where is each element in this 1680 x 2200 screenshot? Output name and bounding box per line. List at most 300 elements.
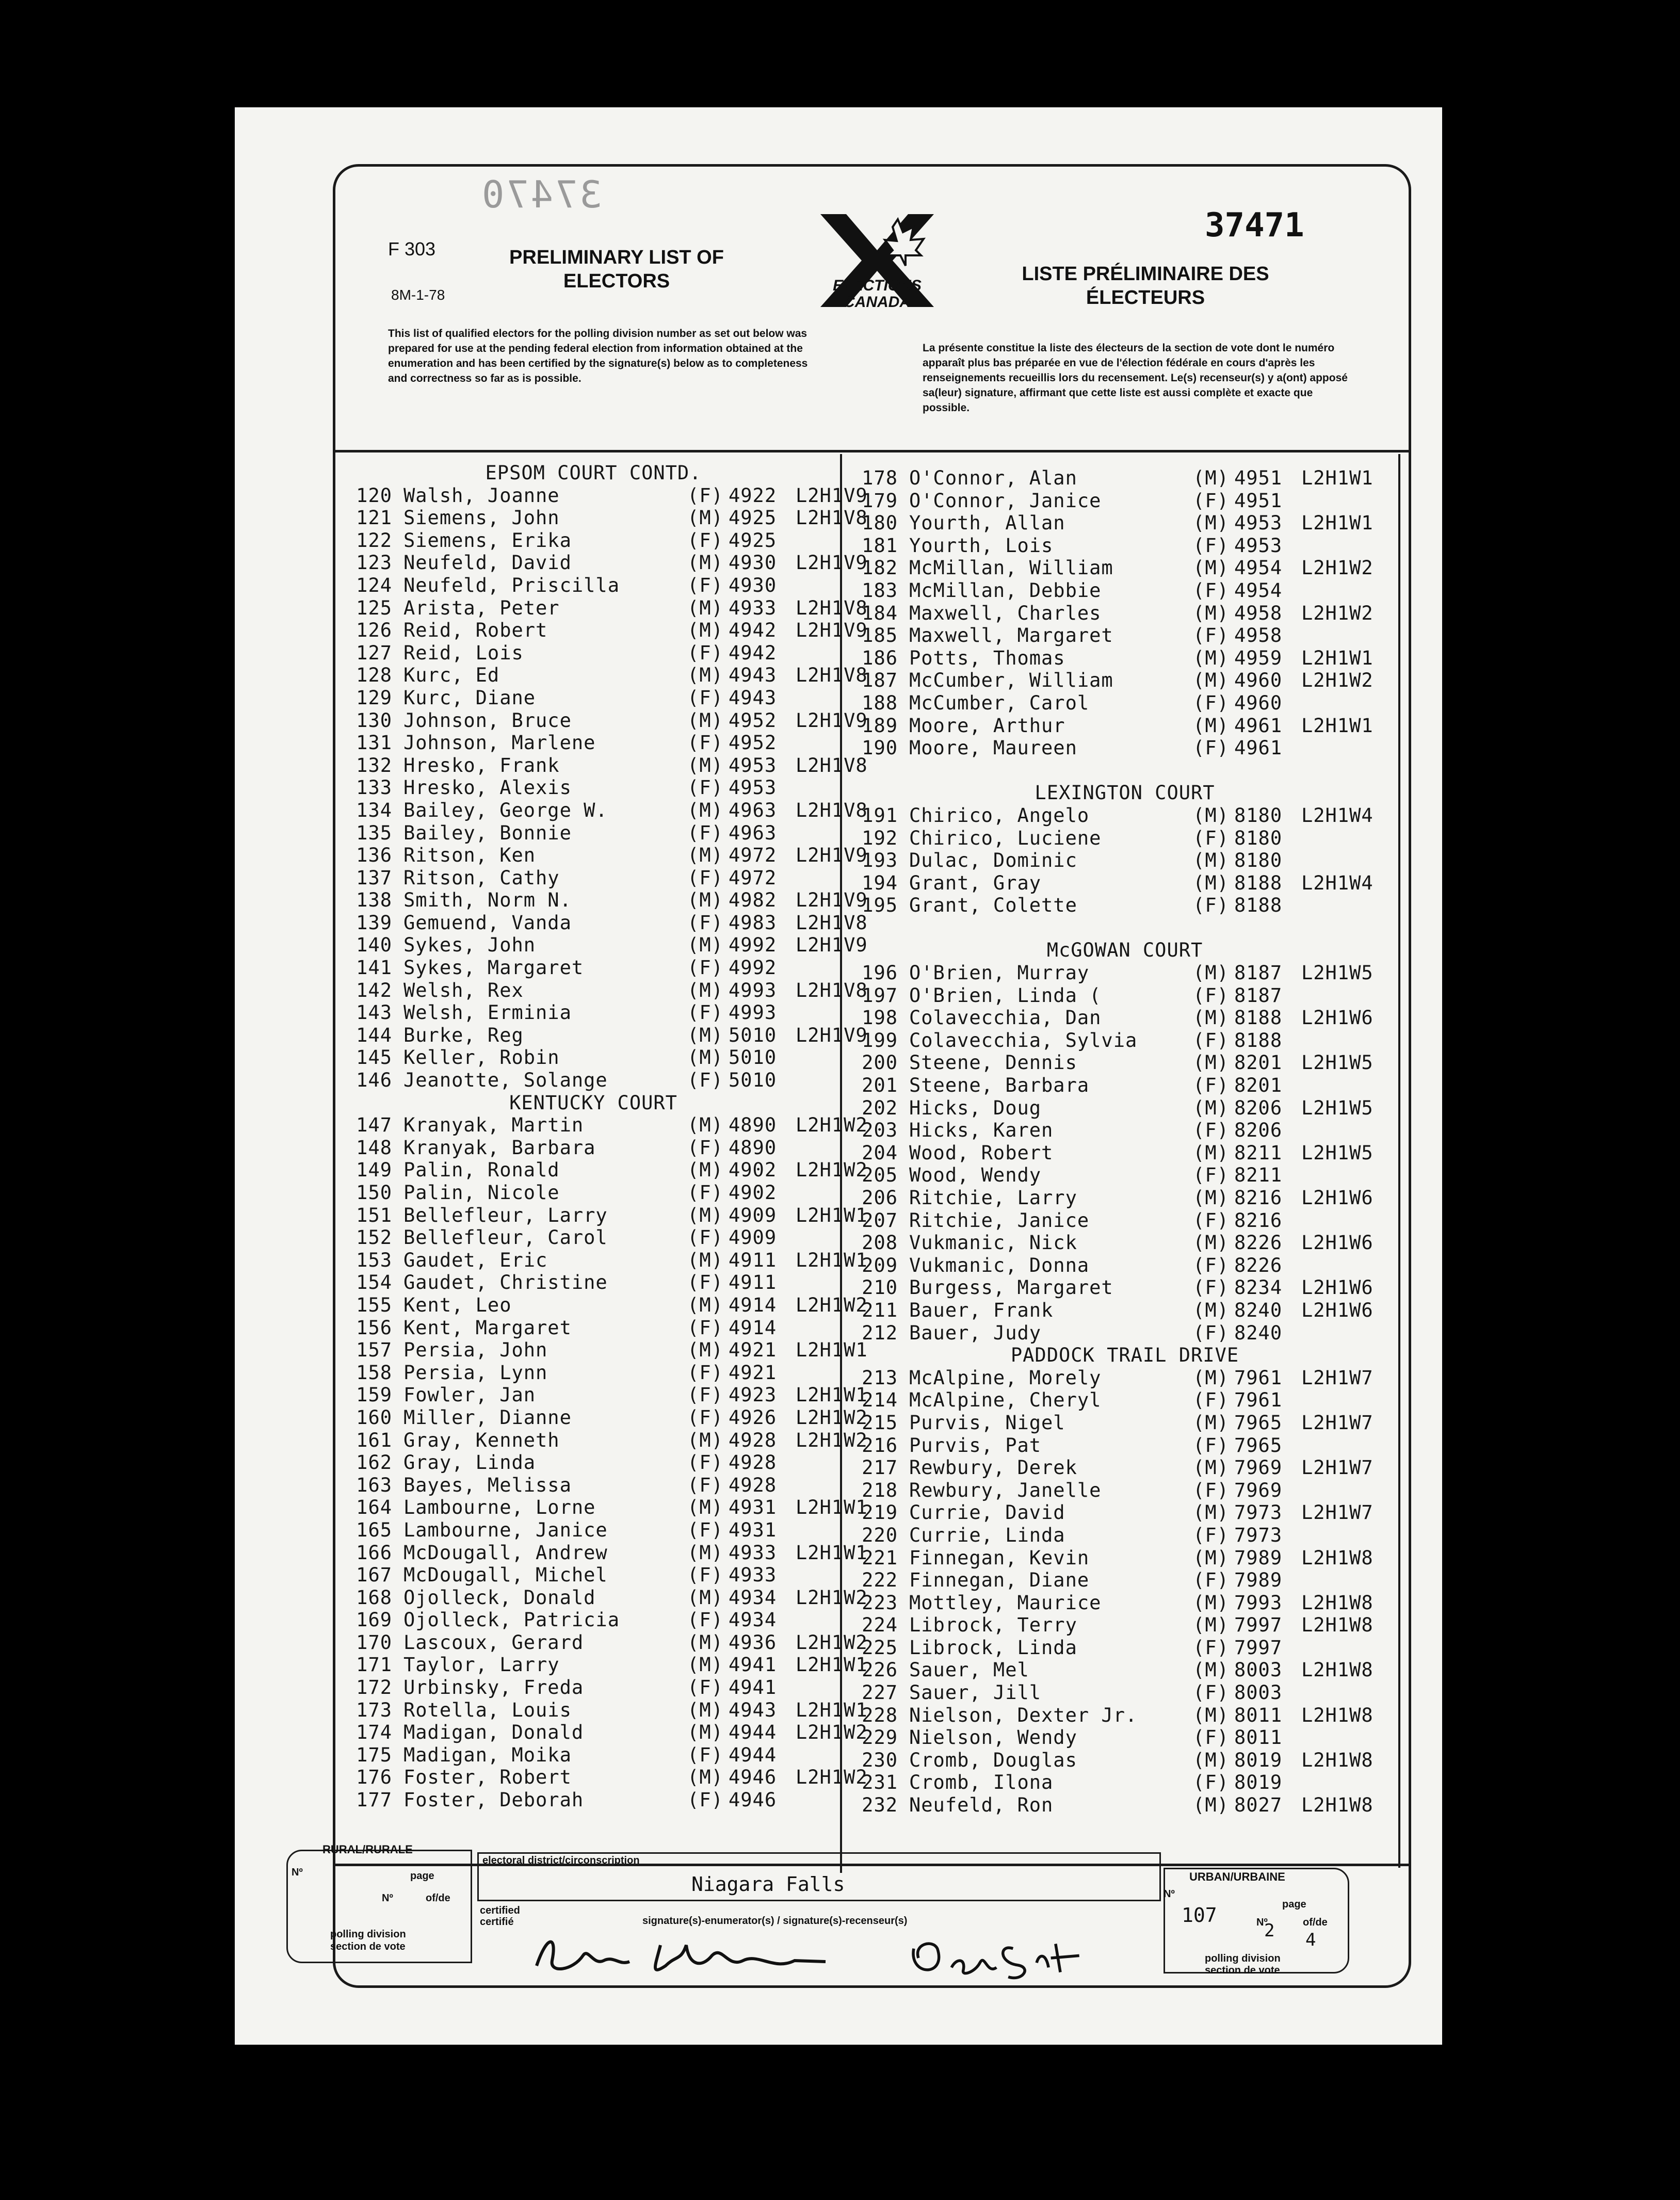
elector-num: 208 <box>862 1232 898 1254</box>
elector-post: L2H1V9 <box>796 1024 868 1046</box>
elector-house: 4972 <box>729 866 777 889</box>
elector-house: 5010 <box>729 1024 777 1046</box>
elector-name: Bellefleur, Carol <box>403 1226 608 1249</box>
elector-name: Ojolleck, Patricia <box>403 1609 620 1631</box>
elector-sex: (M) <box>687 1024 723 1046</box>
street-heading: McGOWAN COURT <box>1046 939 1203 962</box>
elector-sex: (M) <box>1193 1704 1229 1726</box>
elector-num: 172 <box>356 1676 392 1699</box>
elector-row <box>846 1007 1403 1029</box>
elector-post: L2H1W7 <box>1301 1366 1374 1389</box>
elector-num: 177 <box>356 1789 392 1811</box>
elector-row <box>846 1052 1403 1074</box>
elector-sex: (F) <box>1193 827 1229 849</box>
page-number: 2 <box>1264 1920 1275 1941</box>
elector-house: 8011 <box>1234 1704 1283 1726</box>
elector-name: Currie, David <box>909 1501 1065 1524</box>
elector-house: 4922 <box>729 484 777 507</box>
elector-post: L2H1W2 <box>796 1406 868 1429</box>
polling-division-left-fr: section de vote <box>330 1941 406 1952</box>
elector-num: 232 <box>862 1794 898 1817</box>
elector-sex: (M) <box>1193 1457 1229 1479</box>
elector-name: Urbinsky, Freda <box>403 1676 584 1699</box>
elector-name: Johnson, Marlene <box>403 732 596 754</box>
elector-name: Hicks, Karen <box>909 1119 1054 1142</box>
signature-label: signature(s)-enumerator(s) / signature(s)-recenseur(s) <box>642 1915 908 1927</box>
elector-row <box>846 715 1403 737</box>
elector-house: 4902 <box>729 1159 777 1182</box>
elector-sex: (M) <box>1193 1232 1229 1254</box>
elector-name: Maxwell, Charles <box>909 602 1102 624</box>
elector-sex: (M) <box>1193 1299 1229 1321</box>
elector-sex: (M) <box>687 596 723 619</box>
elector-num: 167 <box>356 1564 392 1587</box>
elector-sex: (F) <box>1193 579 1229 602</box>
elector-num: 201 <box>862 1074 898 1097</box>
elector-post: L2H1W2 <box>796 1293 868 1316</box>
elector-list-right <box>846 467 1403 1817</box>
elector-house: 4911 <box>729 1271 777 1294</box>
elector-name: Ritson, Ken <box>403 844 536 867</box>
elector-num: 139 <box>356 911 392 934</box>
elector-sex: (M) <box>687 754 723 777</box>
elector-sex: (F) <box>687 1001 723 1024</box>
elector-house: 8234 <box>1234 1276 1283 1299</box>
elector-sex: (M) <box>687 709 723 732</box>
elector-sex: (M) <box>1193 714 1229 737</box>
elector-name: Bellefleur, Larry <box>403 1204 608 1226</box>
rural-page-label: page <box>410 1870 434 1882</box>
elector-row <box>341 844 868 867</box>
enumerator-signature-1 <box>526 1924 836 1986</box>
urban-page-label: page <box>1282 1899 1306 1910</box>
elector-name: Miller, Dianne <box>403 1406 572 1429</box>
elector-house: 8216 <box>1234 1209 1283 1232</box>
elector-sex: (M) <box>687 1046 723 1069</box>
elector-row <box>846 1704 1403 1727</box>
elector-num: 147 <box>356 1114 392 1137</box>
elector-row <box>341 1609 868 1631</box>
elector-row <box>846 692 1403 715</box>
elector-row <box>846 535 1403 557</box>
elector-name: Rewbury, Janelle <box>909 1479 1102 1501</box>
elector-name: Sauer, Mel <box>909 1659 1029 1681</box>
street-heading: PADDOCK TRAIL DRIVE <box>1010 1344 1239 1367</box>
elector-post: L2H1W7 <box>1301 1501 1374 1524</box>
elector-house: 7969 <box>1234 1457 1283 1479</box>
elector-row <box>846 1569 1403 1592</box>
elector-sex: (F) <box>687 1406 723 1429</box>
elector-house: 4931 <box>729 1496 777 1519</box>
elector-house: 8201 <box>1234 1052 1283 1074</box>
elector-post: L2H1V8 <box>796 664 868 687</box>
elector-name: Johnson, Bruce <box>403 709 572 732</box>
elector-sex: (M) <box>1193 1411 1229 1434</box>
elector-house: 4928 <box>729 1429 777 1451</box>
elector-name: Finnegan, Kevin <box>909 1546 1090 1569</box>
elector-sex: (M) <box>687 664 723 687</box>
elector-house: 7961 <box>1234 1389 1283 1412</box>
elector-row <box>341 754 868 777</box>
title-en-line2: ELECTORS <box>563 270 670 292</box>
elector-post: L2H1W1 <box>796 1204 868 1226</box>
elector-sex: (M) <box>687 1496 723 1519</box>
elector-house: 8188 <box>1234 894 1283 917</box>
elector-sex: (F) <box>1193 1681 1229 1704</box>
elector-num: 178 <box>862 467 898 489</box>
elector-post: L2H1W1 <box>796 1249 868 1271</box>
elector-name: Finnegan, Diane <box>909 1569 1090 1592</box>
elector-post: L2H1V8 <box>796 596 868 619</box>
elector-name: Ritson, Cathy <box>403 866 560 889</box>
elector-num: 152 <box>356 1226 392 1249</box>
elector-num: 180 <box>862 512 898 535</box>
elector-num: 217 <box>862 1457 898 1479</box>
elector-num: 136 <box>356 844 392 867</box>
elector-row <box>846 647 1403 670</box>
elector-house: 8226 <box>1234 1254 1283 1276</box>
elector-house: 4992 <box>729 957 777 979</box>
elector-post: L2H1W2 <box>796 1114 868 1137</box>
elector-sex: (F) <box>1193 1569 1229 1592</box>
elector-house: 4942 <box>729 619 777 642</box>
elector-house: 4954 <box>1234 579 1283 602</box>
elector-post: L2H1V8 <box>796 799 868 821</box>
elector-row <box>341 664 868 687</box>
elector-house: 4890 <box>729 1136 777 1159</box>
elector-num: 126 <box>356 619 392 642</box>
elector-num: 210 <box>862 1276 898 1299</box>
elector-num: 230 <box>862 1749 898 1771</box>
elector-name: Colavecchia, Dan <box>909 1007 1102 1029</box>
elector-row <box>341 552 868 574</box>
elector-house: 4921 <box>729 1361 777 1384</box>
elector-house: 4993 <box>729 979 777 1001</box>
form-date: 8M-1-78 <box>391 287 445 303</box>
elector-house: 4911 <box>729 1249 777 1271</box>
elector-post: L2H1W2 <box>796 1429 868 1451</box>
elector-sex: (M) <box>1193 1749 1229 1771</box>
elector-num: 191 <box>862 804 898 827</box>
elector-num: 203 <box>862 1119 898 1142</box>
elector-num: 194 <box>862 871 898 894</box>
elector-row <box>341 1631 868 1654</box>
elector-house: 4921 <box>729 1339 777 1362</box>
elector-name: Sykes, Margaret <box>403 957 584 979</box>
elector-sex: (M) <box>1193 1096 1229 1119</box>
elector-sex: (F) <box>687 777 723 799</box>
elector-num: 225 <box>862 1636 898 1659</box>
elector-post: L2H1V9 <box>796 934 868 957</box>
elector-row <box>846 1389 1403 1412</box>
elector-row <box>341 1046 868 1069</box>
elector-num: 132 <box>356 754 392 777</box>
elector-row <box>846 1187 1403 1209</box>
elector-name: McAlpine, Cheryl <box>909 1389 1102 1412</box>
elector-num: 179 <box>862 489 898 512</box>
elector-num: 164 <box>356 1496 392 1519</box>
elector-sex: (M) <box>1193 557 1229 579</box>
elector-name: Gray, Kenneth <box>403 1429 560 1451</box>
elector-row <box>341 912 868 934</box>
elector-row <box>341 1362 868 1384</box>
elector-house: 4953 <box>1234 512 1283 535</box>
elector-post: L2H1V9 <box>796 889 868 912</box>
rural-no2-label: Nº <box>382 1892 393 1904</box>
elector-sex: (F) <box>1193 1164 1229 1187</box>
elector-sex: (F) <box>1193 1209 1229 1232</box>
elector-row <box>846 1726 1403 1749</box>
elector-row <box>846 1659 1403 1681</box>
elector-row <box>846 1457 1403 1479</box>
elector-name: Cromb, Douglas <box>909 1749 1077 1771</box>
elector-num: 137 <box>356 866 392 889</box>
elector-name: Taylor, Larry <box>403 1654 560 1676</box>
elector-sex: (F) <box>1193 1389 1229 1412</box>
elector-sex: (M) <box>687 1204 723 1226</box>
elector-num: 142 <box>356 979 392 1001</box>
elector-num: 224 <box>862 1614 898 1637</box>
elector-sex: (M) <box>1193 467 1229 489</box>
urban-no-label: Nº <box>1164 1888 1175 1900</box>
elector-house: 4941 <box>729 1676 777 1699</box>
elector-num: 226 <box>862 1659 898 1681</box>
elector-sex: (M) <box>1193 1052 1229 1074</box>
title-french <box>1001 262 1290 310</box>
elector-post: L2H1W5 <box>1301 1096 1374 1119</box>
elector-house: 7989 <box>1234 1546 1283 1569</box>
elector-post: L2H1W8 <box>1301 1659 1374 1681</box>
elector-house: 4992 <box>729 934 777 957</box>
elector-sex: (M) <box>1193 602 1229 624</box>
elector-num: 125 <box>356 596 392 619</box>
elector-name: O'Connor, Alan <box>909 467 1077 489</box>
elector-sex: (M) <box>1193 1591 1229 1614</box>
elector-sex: (M) <box>1193 1187 1229 1209</box>
elector-name: Moore, Arthur <box>909 714 1065 737</box>
elector-name: Siemens, Erika <box>403 529 572 552</box>
elector-list-left <box>341 462 868 1811</box>
elector-name: Steene, Dennis <box>909 1052 1077 1074</box>
elector-num: 122 <box>356 529 392 552</box>
elector-name: Persia, Lynn <box>403 1361 548 1384</box>
elector-house: 4958 <box>1234 602 1283 624</box>
elector-sex: (F) <box>687 1564 723 1587</box>
elector-name: Grant, Gray <box>909 871 1042 894</box>
elector-name: Sauer, Jill <box>909 1681 1042 1704</box>
elector-post: L2H1W2 <box>796 1766 868 1789</box>
elector-name: O'Brien, Murray <box>909 962 1090 984</box>
elector-row <box>846 602 1403 625</box>
elector-post: L2H1V9 <box>796 619 868 642</box>
elector-name: Neufeld, Ron <box>909 1794 1054 1817</box>
elector-post: L2H1W1 <box>796 1698 868 1721</box>
elector-row <box>341 799 868 822</box>
elector-row <box>341 1474 868 1497</box>
elector-sex: (M) <box>687 979 723 1001</box>
elector-post: L2H1V9 <box>796 552 868 574</box>
elector-sex: (M) <box>1193 804 1229 827</box>
elector-sex: (M) <box>687 1429 723 1451</box>
elector-house: 4941 <box>729 1654 777 1676</box>
elector-row <box>846 512 1403 535</box>
elector-house: 4983 <box>729 911 777 934</box>
elector-house: 4942 <box>729 641 777 664</box>
elector-post: L2H1V8 <box>796 911 868 934</box>
elector-house: 4960 <box>1234 691 1283 714</box>
elector-sex: (M) <box>1193 1546 1229 1569</box>
elector-row <box>846 1412 1403 1434</box>
elector-num: 166 <box>356 1541 392 1564</box>
elector-sex: (F) <box>687 1743 723 1766</box>
logo-line2: CANADA <box>844 294 911 311</box>
elector-row <box>846 737 1403 759</box>
elector-sex: (F) <box>1193 1771 1229 1794</box>
elector-row <box>846 1547 1403 1570</box>
elector-name: Steene, Barbara <box>909 1074 1090 1097</box>
elector-sex: (F) <box>1193 1524 1229 1546</box>
page-total: 4 <box>1305 1930 1316 1950</box>
elector-num: 218 <box>862 1479 898 1501</box>
elector-sex: (F) <box>1193 534 1229 557</box>
elector-row <box>846 579 1403 602</box>
elector-sex: (M) <box>687 619 723 642</box>
elector-num: 190 <box>862 737 898 759</box>
elector-sex: (M) <box>687 1293 723 1316</box>
elector-num: 144 <box>356 1024 392 1046</box>
elector-house: 8019 <box>1234 1771 1283 1794</box>
elector-sex: (F) <box>687 574 723 596</box>
elector-sex: (M) <box>687 1159 723 1182</box>
elector-house: 4933 <box>729 1564 777 1587</box>
elector-house: 4959 <box>1234 646 1283 669</box>
elector-sex: (F) <box>1193 691 1229 714</box>
elector-post: L2H1W7 <box>1301 1457 1374 1479</box>
elector-sex: (F) <box>1193 489 1229 512</box>
elector-name: Bailey, George W. <box>403 799 608 821</box>
elector-name: Rewbury, Derek <box>909 1457 1077 1479</box>
elector-house: 4890 <box>729 1114 777 1137</box>
elector-row <box>846 1479 1403 1502</box>
elector-num: 162 <box>356 1451 392 1474</box>
elector-row <box>341 619 868 642</box>
elector-post: L2H1W7 <box>1301 1411 1374 1434</box>
elector-post: L2H1W6 <box>1301 1187 1374 1209</box>
elector-sex: (M) <box>687 1249 723 1271</box>
elector-name: Potts, Thomas <box>909 646 1065 669</box>
elector-row <box>846 1164 1403 1187</box>
elector-house: 4958 <box>1234 624 1283 647</box>
elector-row <box>846 827 1403 850</box>
elector-num: 170 <box>356 1631 392 1654</box>
elector-row <box>341 529 868 552</box>
elector-house: 4909 <box>729 1204 777 1226</box>
elector-house: 8180 <box>1234 849 1283 872</box>
elector-num: 204 <box>862 1141 898 1164</box>
elector-row <box>341 1182 868 1204</box>
elector-num: 158 <box>356 1361 392 1384</box>
title-fr-line2: ÉLECTEURS <box>1086 287 1205 309</box>
elector-num: 130 <box>356 709 392 732</box>
elector-name: McAlpine, Morely <box>909 1366 1102 1389</box>
elector-sex: (F) <box>687 1518 723 1541</box>
elector-post: L2H1W4 <box>1301 804 1374 827</box>
elector-house: 4930 <box>729 552 777 574</box>
elector-house: 8027 <box>1234 1794 1283 1817</box>
elector-row <box>846 1592 1403 1614</box>
street-heading: LEXINGTON COURT <box>1035 782 1215 804</box>
elector-house: 8188 <box>1234 871 1283 894</box>
elector-house: 4982 <box>729 889 777 912</box>
elector-num: 151 <box>356 1204 392 1226</box>
elector-post: L2H1W4 <box>1301 871 1374 894</box>
elector-row <box>846 1029 1403 1052</box>
elector-name: Kurc, Ed <box>403 664 500 687</box>
elector-row <box>846 1501 1403 1524</box>
elector-house: 7965 <box>1234 1434 1283 1457</box>
elector-num: 207 <box>862 1209 898 1232</box>
elector-row <box>846 1232 1403 1254</box>
elector-row <box>341 1564 868 1587</box>
elector-house: 8180 <box>1234 804 1283 827</box>
elector-row <box>341 1226 868 1249</box>
elector-row <box>341 822 868 845</box>
elector-house: 4933 <box>729 1541 777 1564</box>
elector-row <box>341 889 868 912</box>
elector-row <box>341 642 868 665</box>
street-heading <box>846 759 1403 782</box>
elector-num: 143 <box>356 1001 392 1024</box>
elector-num: 228 <box>862 1704 898 1726</box>
elector-name: Fowler, Jan <box>403 1384 536 1406</box>
intro-french: La présente constitue la liste des électeurs de la section de vote dont le numéro apparaît plus bas préparée en vue de l'élection fédérale en cours d'après les renseignements recueillis lors du recensement. Le(s) recenseur(s) y a(ont) apposé sa(leur) signature, affirmant que cette liste est aussi complète et exacte que possible. <box>923 342 1348 414</box>
elector-house: 4936 <box>729 1631 777 1654</box>
elector-sex: (F) <box>687 1271 723 1294</box>
elector-num: 183 <box>862 579 898 602</box>
elector-row <box>341 1159 868 1182</box>
elector-house: 7973 <box>1234 1501 1283 1524</box>
elector-row <box>846 490 1403 512</box>
elector-num: 159 <box>356 1384 392 1406</box>
elector-row <box>846 1771 1403 1794</box>
elector-house: 7993 <box>1234 1591 1283 1614</box>
elector-name: Keller, Robin <box>403 1046 560 1069</box>
elector-house: 4952 <box>729 732 777 754</box>
elector-num: 216 <box>862 1434 898 1457</box>
elector-sex: (F) <box>687 1609 723 1631</box>
elector-sex: (F) <box>687 1226 723 1249</box>
elector-name: Sykes, John <box>403 934 536 957</box>
elector-sex: (F) <box>687 1384 723 1406</box>
elector-row <box>341 1114 868 1137</box>
elector-house: 4928 <box>729 1451 777 1474</box>
elector-name: Welsh, Erminia <box>403 1001 572 1024</box>
elector-row <box>341 732 868 754</box>
elector-name: Lambourne, Lorne <box>403 1496 596 1519</box>
elector-name: Lambourne, Janice <box>403 1518 608 1541</box>
elector-name: Hicks, Doug <box>909 1096 1042 1119</box>
elector-name: Mottley, Maurice <box>909 1591 1102 1614</box>
elector-num: 120 <box>356 484 392 507</box>
elector-house: 8003 <box>1234 1681 1283 1704</box>
elector-name: O'Brien, Linda ( <box>909 984 1102 1007</box>
elector-name: Burke, Reg <box>403 1024 524 1046</box>
elector-row <box>846 894 1403 917</box>
elector-num: 135 <box>356 821 392 844</box>
elector-name: Currie, Linda <box>909 1524 1065 1546</box>
elector-num: 165 <box>356 1518 392 1541</box>
urban-no2-label: Nº <box>1256 1917 1268 1928</box>
